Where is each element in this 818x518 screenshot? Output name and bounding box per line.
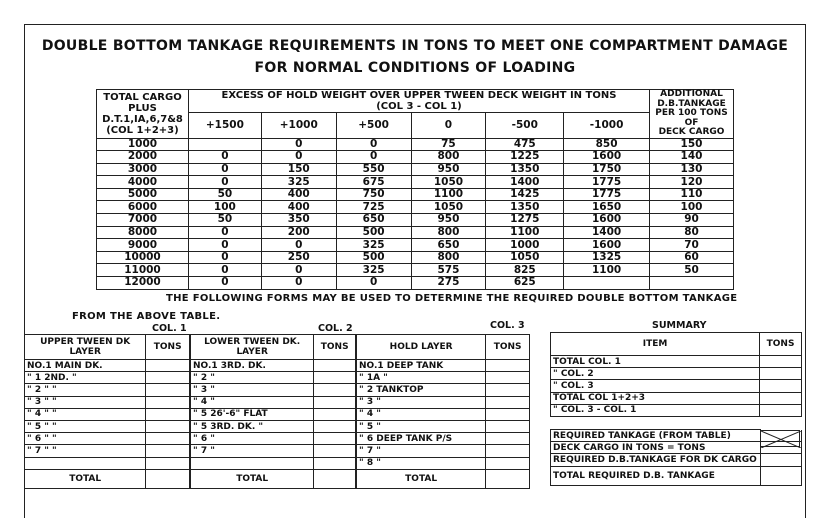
additional-cell [650, 277, 734, 290]
form-row [357, 433, 530, 445]
summary-row [551, 368, 802, 380]
value-cell: 1600 [564, 214, 650, 227]
additional-cell: 100 [650, 201, 734, 214]
form-row [357, 360, 530, 372]
value-cell: 75 [411, 138, 486, 151]
summary-row-input[interactable] [760, 356, 802, 368]
value-cell: 0 [188, 277, 261, 290]
value-cell: 575 [411, 264, 486, 277]
summary-row [551, 380, 802, 392]
crossed-box [760, 430, 800, 447]
summary-row-input[interactable] [760, 368, 802, 380]
summary-row [551, 404, 802, 416]
additional-cell: 80 [650, 226, 734, 239]
total-required-input[interactable] [760, 466, 801, 485]
value-cell: 825 [486, 264, 564, 277]
value-cell: 50 [188, 214, 261, 227]
value-cell: 50 [188, 188, 261, 201]
value-cell: 1050 [411, 176, 486, 189]
summary-row-label: " COL. 3 [551, 380, 760, 392]
form-row [25, 420, 190, 432]
value-cell: 1275 [486, 214, 564, 227]
form1-row-input[interactable] [146, 445, 190, 457]
additional-cell: 110 [650, 188, 734, 201]
cargo-cell: 8000 [97, 226, 189, 239]
form-row [25, 457, 190, 469]
summary-row-input[interactable] [760, 380, 802, 392]
value-cell: 1350 [486, 163, 564, 176]
value-cell [188, 138, 261, 151]
required-row [551, 454, 802, 466]
table-row [97, 138, 734, 151]
value-cell: 400 [261, 201, 336, 214]
form2-row-label [191, 457, 314, 469]
value-cell: 150 [261, 163, 336, 176]
form3-row-input[interactable] [486, 408, 530, 420]
form2-row-label: " 6 " [191, 433, 314, 445]
form-row [25, 360, 190, 372]
form2-row-label: " 4 " [191, 396, 314, 408]
form2-row-input[interactable] [314, 372, 356, 384]
form1-row-label: " 2 " " [25, 384, 146, 396]
form3-row-input[interactable] [486, 457, 530, 469]
value-cell: 0 [261, 138, 336, 151]
form2-row-label: " 2 " [191, 372, 314, 384]
cargo-cell: 5000 [97, 188, 189, 201]
additional-header: ADDITIONAL D.B.TANKAGE PER 100 TONS OF DECK CARGO [650, 90, 734, 139]
value-cell: 675 [336, 176, 411, 189]
summary-row-label: TOTAL COL 1+2+3 [551, 392, 760, 404]
form-row [191, 360, 356, 372]
value-cell: 0 [261, 151, 336, 164]
value-cell: 200 [261, 226, 336, 239]
form-row [25, 408, 190, 420]
form2-row-input[interactable] [314, 384, 356, 396]
value-cell: 1325 [564, 251, 650, 264]
summary-tons-header: TONS [760, 333, 802, 356]
value-cell: 1775 [564, 188, 650, 201]
value-cell: 1400 [564, 226, 650, 239]
value-cell: 1425 [486, 188, 564, 201]
excess-col-1: +1000 [261, 113, 336, 139]
form1-row-label: " 1 2ND. " [25, 372, 146, 384]
form3-row-input[interactable] [486, 433, 530, 445]
form3-row-input[interactable] [486, 372, 530, 384]
value-cell: 550 [336, 163, 411, 176]
title-line-2: FOR NORMAL CONDITIONS OF LOADING [254, 60, 576, 76]
excess-col-0: +1500 [188, 113, 261, 139]
value-cell: 1600 [564, 151, 650, 164]
additional-cell: 60 [650, 251, 734, 264]
form1-row-input[interactable] [146, 420, 190, 432]
form1-row-input[interactable] [146, 360, 190, 372]
form3-row-label: " 3 " [357, 396, 486, 408]
value-cell: 0 [336, 277, 411, 290]
value-cell: 0 [188, 251, 261, 264]
form1-total: TOTAL [25, 469, 146, 488]
cargo-cell: 3000 [97, 163, 189, 176]
cargo-cell: 6000 [97, 201, 189, 214]
form3-row-input[interactable] [486, 396, 530, 408]
value-cell: 475 [486, 138, 564, 151]
additional-cell: 120 [650, 176, 734, 189]
form-row [357, 457, 530, 469]
form2-row-input[interactable] [314, 420, 356, 432]
value-cell: 250 [261, 251, 336, 264]
form3-total: TOTAL [357, 469, 486, 488]
form3-row-input[interactable] [486, 360, 530, 372]
value-cell: 0 [188, 163, 261, 176]
cargo-cell: 2000 [97, 151, 189, 164]
summary-row-input[interactable] [760, 404, 802, 416]
form3-row-label: " 8 " [357, 457, 486, 469]
value-cell: 1100 [486, 226, 564, 239]
value-cell: 0 [188, 226, 261, 239]
form-row [357, 396, 530, 408]
table-row [97, 163, 734, 176]
value-cell: 725 [336, 201, 411, 214]
form3-row-label: " 4 " [357, 408, 486, 420]
form3-total-input[interactable] [486, 469, 530, 488]
form3-row-input[interactable] [486, 445, 530, 457]
form1-row-label: " 6 " " [25, 433, 146, 445]
value-cell: 400 [261, 188, 336, 201]
value-cell: 1350 [486, 201, 564, 214]
value-cell [564, 277, 650, 290]
form2-header: LOWER TWEEN DK. LAYER [191, 335, 314, 360]
form-row [357, 408, 530, 420]
value-cell: 500 [336, 226, 411, 239]
value-cell: 800 [411, 251, 486, 264]
form1-tons-header: TONS [146, 335, 190, 360]
value-cell: 750 [336, 188, 411, 201]
form3-row-label: " 1A " [357, 372, 486, 384]
excess-col-5: -1000 [564, 113, 650, 139]
form1-row-label: " 4 " " [25, 408, 146, 420]
value-cell: 650 [336, 214, 411, 227]
form1-row-input[interactable] [146, 433, 190, 445]
excess-col-3: 0 [411, 113, 486, 139]
form1-row-label: " 7 " " [25, 445, 146, 457]
form2-row-label: " 5 26'-6" FLAT [191, 408, 314, 420]
additional-cell: 50 [650, 264, 734, 277]
value-cell: 800 [411, 226, 486, 239]
value-cell: 100 [188, 201, 261, 214]
form-row [191, 433, 356, 445]
form1-row-input[interactable] [146, 457, 190, 469]
value-cell: 1225 [486, 151, 564, 164]
cargo-cell: 4000 [97, 176, 189, 189]
table-row [97, 201, 734, 214]
value-cell: 1100 [411, 188, 486, 201]
form2-row-input[interactable] [314, 445, 356, 457]
instruction-line-2: FROM THE ABOVE TABLE. [72, 311, 221, 322]
form-lower-tween [190, 334, 356, 489]
value-cell: 1750 [564, 163, 650, 176]
form2-row-label: NO.1 3RD. DK. [191, 360, 314, 372]
value-cell: 1600 [564, 239, 650, 252]
form-row [25, 384, 190, 396]
form-hold-layer [356, 334, 530, 489]
value-cell: 950 [411, 163, 486, 176]
form1-row-label: NO.1 MAIN DK. [25, 360, 146, 372]
form-row [25, 433, 190, 445]
value-cell: 850 [564, 138, 650, 151]
value-cell: 1050 [486, 251, 564, 264]
form-row [191, 420, 356, 432]
form-row [357, 445, 530, 457]
form2-row-label: " 3 " [191, 384, 314, 396]
form3-row-label: " 7 " [357, 445, 486, 457]
form1-row-label: " 3 " " [25, 396, 146, 408]
cargo-cell: 9000 [97, 239, 189, 252]
value-cell: 325 [336, 239, 411, 252]
value-cell: 1050 [411, 201, 486, 214]
form-row [191, 384, 356, 396]
form2-row-input[interactable] [314, 360, 356, 372]
tankage-table [96, 89, 734, 290]
value-cell: 950 [411, 214, 486, 227]
value-cell: 0 [261, 264, 336, 277]
table-row [97, 226, 734, 239]
value-cell: 275 [411, 277, 486, 290]
form2-row-input[interactable] [314, 433, 356, 445]
excess-col-2: +500 [336, 113, 411, 139]
form3-row-label: " 5 " [357, 420, 486, 432]
form-upper-tween [24, 334, 190, 489]
cargo-cell: 1000 [97, 138, 189, 151]
value-cell: 500 [336, 251, 411, 264]
summary-table [550, 332, 802, 417]
value-cell: 0 [188, 264, 261, 277]
required-row-label: REQUIRED TANKAGE (FROM TABLE) [551, 430, 761, 442]
summary-row-label: " COL. 2 [551, 368, 760, 380]
form3-row-input[interactable] [486, 420, 530, 432]
value-cell: 1650 [564, 201, 650, 214]
form-row [191, 372, 356, 384]
form3-row-label: NO.1 DEEP TANK [357, 360, 486, 372]
form1-row-input[interactable] [146, 384, 190, 396]
summary-row-input[interactable] [760, 392, 802, 404]
cargo-cell: 7000 [97, 214, 189, 227]
value-cell: 0 [188, 239, 261, 252]
form2-row-label: " 7 " [191, 445, 314, 457]
required-row-input[interactable] [760, 454, 801, 466]
form1-header: UPPER TWEEN DK LAYER [25, 335, 146, 360]
form-row [25, 372, 190, 384]
required-row-label: DECK CARGO IN TONS = TONS [551, 442, 761, 454]
value-cell: 350 [261, 214, 336, 227]
additional-cell: 150 [650, 138, 734, 151]
form3-row-label: " 6 DEEP TANK P/S [357, 433, 486, 445]
additional-cell: 140 [650, 151, 734, 164]
form-row [191, 457, 356, 469]
table-row [97, 151, 734, 164]
form-row [357, 372, 530, 384]
form2-row-input[interactable] [314, 408, 356, 420]
summary-item-header: ITEM [551, 333, 760, 356]
value-cell: 0 [261, 277, 336, 290]
value-cell: 0 [261, 239, 336, 252]
form2-row-input[interactable] [314, 396, 356, 408]
value-cell: 0 [188, 151, 261, 164]
form-row [357, 420, 530, 432]
form2-tons-header: TONS [314, 335, 356, 360]
table-row [97, 251, 734, 264]
form1-row-label [25, 457, 146, 469]
required-row-label: REQUIRED D.B.TANKAGE FOR DK CARGO [551, 454, 761, 466]
additional-cell: 70 [650, 239, 734, 252]
form3-row-label: " 2 TANKTOP [357, 384, 486, 396]
value-cell: 1100 [564, 264, 650, 277]
form-row [191, 408, 356, 420]
value-cell: 625 [486, 277, 564, 290]
table-row [97, 176, 734, 189]
form3-tons-header: TONS [486, 335, 530, 360]
value-cell: 1000 [486, 239, 564, 252]
table-row [97, 277, 734, 290]
value-cell: 0 [336, 151, 411, 164]
value-cell: 1400 [486, 176, 564, 189]
cargo-cell: 10000 [97, 251, 189, 264]
form2-total-input[interactable] [314, 469, 356, 488]
cargo-cell: 12000 [97, 277, 189, 290]
form1-row-input[interactable] [146, 408, 190, 420]
form2-row-input[interactable] [314, 457, 356, 469]
form2-row-label: " 5 3RD. DK. " [191, 420, 314, 432]
table-row [97, 214, 734, 227]
form1-row-label: " 5 " " [25, 420, 146, 432]
value-cell: 0 [188, 176, 261, 189]
cargo-cell: 11000 [97, 264, 189, 277]
total-required-label: TOTAL REQUIRED D.B. TANKAGE [551, 466, 761, 485]
form-row [25, 445, 190, 457]
form3-header: HOLD LAYER [357, 335, 486, 360]
excess-col-4: -500 [486, 113, 564, 139]
table-row [97, 264, 734, 277]
title-line-1: DOUBLE BOTTOM TANKAGE REQUIREMENTS IN TONS TO MEET ONE COMPARTMENT DAMAGE [41, 38, 789, 54]
form-row [191, 396, 356, 408]
excess-header: EXCESS OF HOLD WEIGHT OVER UPPER TWEEN DECK WEIGHT IN TONS (COL 3 - COL 1) [188, 90, 649, 113]
col3-label: COL. 3 [490, 320, 525, 331]
form-row [25, 396, 190, 408]
value-cell: 0 [336, 138, 411, 151]
value-cell: 650 [411, 239, 486, 252]
value-cell: 800 [411, 151, 486, 164]
table-row [97, 239, 734, 252]
cargo-column-header: TOTAL CARGO PLUS D.T.1,IA,6,7&8 (COL 1+2+3) [97, 90, 189, 139]
form2-total: TOTAL [191, 469, 314, 488]
form-row [357, 384, 530, 396]
table-row [97, 188, 734, 201]
form1-row-input[interactable] [146, 372, 190, 384]
additional-cell: 130 [650, 163, 734, 176]
form1-row-input[interactable] [146, 396, 190, 408]
additional-cell: 90 [650, 214, 734, 227]
summary-row-label: " COL. 3 - COL. 1 [551, 404, 760, 416]
instruction-line-1: THE FOLLOWING FORMS MAY BE USED TO DETERMINE THE REQUIRED DOUBLE BOTTOM TANKAGE [166, 293, 738, 304]
col2-label: COL. 2 [318, 323, 353, 334]
form3-row-input[interactable] [486, 384, 530, 396]
summary-row [551, 392, 802, 404]
value-cell: 325 [336, 264, 411, 277]
summary-label: SUMMARY [652, 320, 707, 331]
form-row [191, 445, 356, 457]
col1-label: COL. 1 [152, 323, 187, 334]
value-cell: 325 [261, 176, 336, 189]
summary-row-label: TOTAL COL. 1 [551, 356, 760, 368]
form1-total-input[interactable] [146, 469, 190, 488]
summary-row [551, 356, 802, 368]
value-cell: 1775 [564, 176, 650, 189]
